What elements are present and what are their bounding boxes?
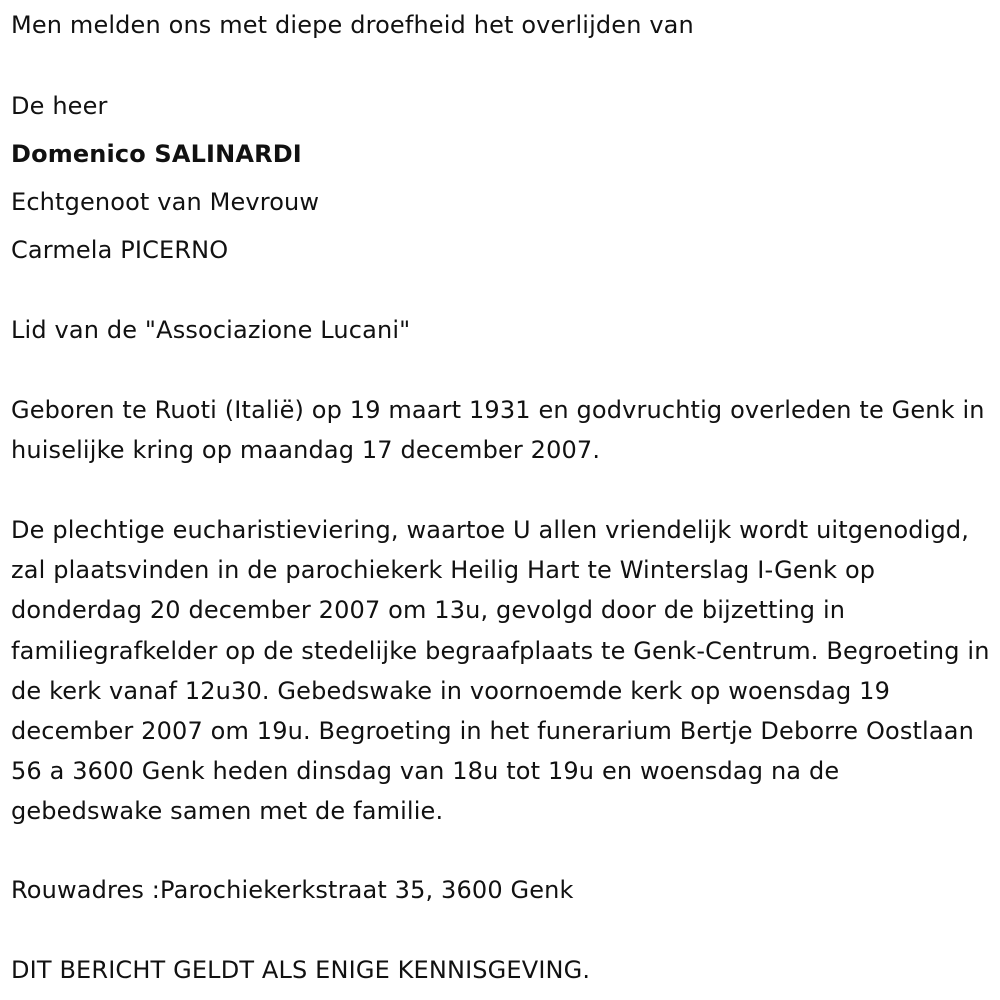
mourning-address: Rouwadres :Parochiekerkstraat 35, 3600 Genk bbox=[11, 876, 574, 904]
ceremony-paragraph: De plechtige eucharistieviering, waartoe U allen vriendelijk wordt uitgenodigd, zal plaatsvinden in de parochiekerk Heilig Hart te Winterslag I-Genk op donderdag 20 december 2007 om 13u, gevolgd door de bijzetting in familiegrafkelder op de stedelijke begraafplaats te Genk-Centrum. Begroeting in de kerk vanaf 12u30. Gebedswake in voornoemde kerk op woensdag 19 december 2007 om 19u. Begroeting in het funerarium Bertje Deborre Oostlaan 56 a 3600 Genk heden dinsdag van 18u tot 19u en woensdag na de gebedswake samen met de familie. bbox=[11, 516, 990, 826]
spouse-label: Echtgenoot van Mevrouw bbox=[11, 188, 320, 216]
deceased-name: Domenico SALINARDI bbox=[11, 140, 302, 168]
closing-statement: DIT BERICHT GELDT ALS ENIGE KENNISGEVING. bbox=[11, 956, 591, 984]
birth-death-paragraph: Geboren te Ruoti (Italië) op 19 maart 1931 en godvruchtig overleden te Genk in huiselijke kring op maandag 17 december 2007. bbox=[11, 396, 985, 465]
spouse-name: Carmela PICERNO bbox=[11, 236, 229, 264]
honorific: De heer bbox=[11, 92, 108, 120]
intro-text: Men melden ons met diepe droefheid het overlijden van bbox=[11, 11, 694, 39]
membership-text: Lid van de "Associazione Lucani" bbox=[11, 316, 411, 344]
